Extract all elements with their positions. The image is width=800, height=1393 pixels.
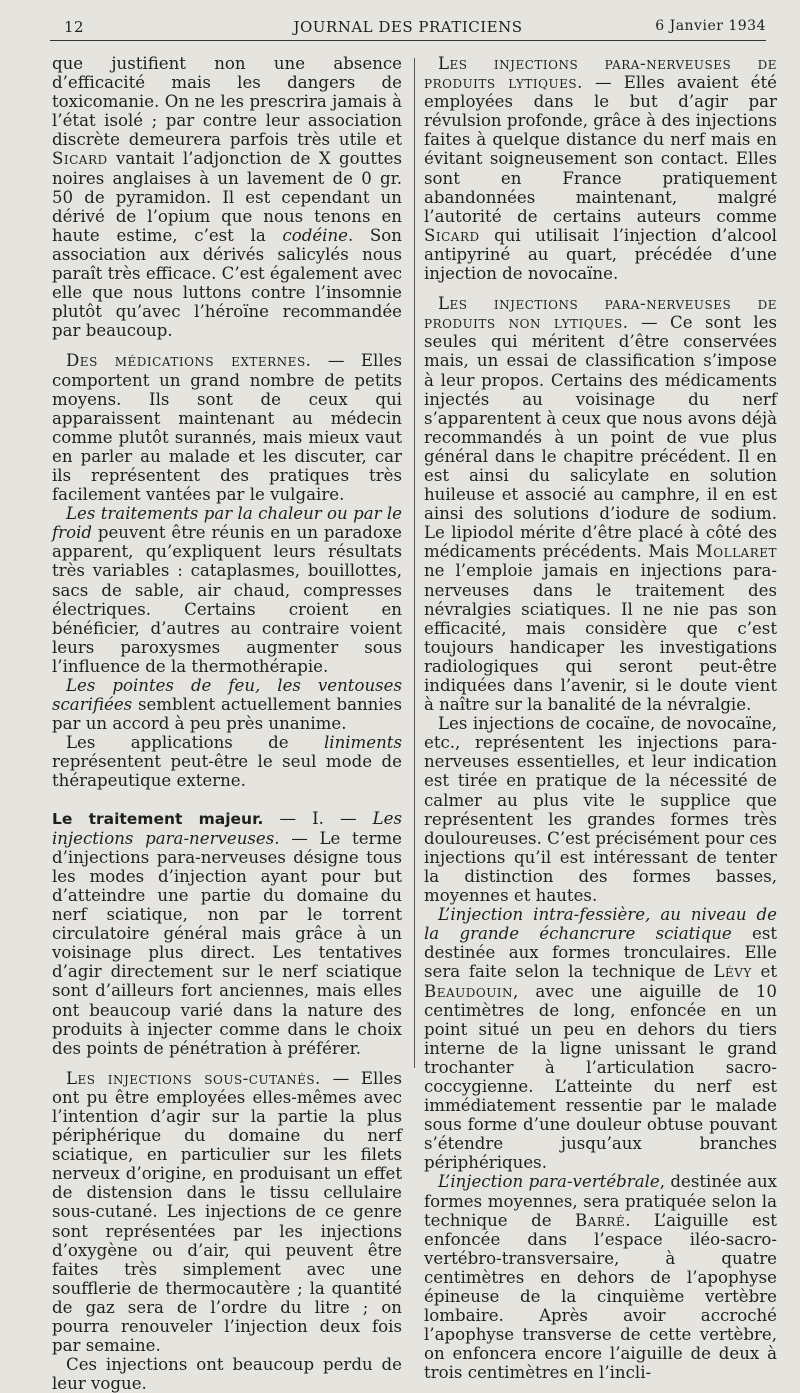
journal-title: JOURNAL DES PRATICIENS <box>293 18 523 36</box>
author-name: Mollaret <box>695 542 777 562</box>
text: — Elles ont pu être employées elles-mêmes avec l’intention d’agir sur la partie la plus périphérique du domaine du nerf sciatique, en particulier sur les filets nerveux d’origine, en produisant un effet de distension dans le tissu cellulaire sous-cutané. Les injections de ce genre sont représentées par les injections d’oxygène ou d’air, qui peuvent être faites très simplement avec une soufflerie de thermocautère ; la quantité de gaz sera de l’ordre du litre ; on pourra renouveler l’injection deux fois par semaine. <box>52 1068 402 1356</box>
section-heading: Des médications externes. <box>66 351 312 371</box>
text: vantait l’adjonction de X gouttes noires anglaises à un lavement de 0 gr. 50 de pyramidon. Il est cependant un dérivé de l’opium que nous tenons en haute estime, c’est la <box>52 149 402 245</box>
paragraph <box>52 54 402 340</box>
author-name: Sicard <box>52 149 108 169</box>
text: qui utilisait l’injection d’alcool antipyriné au quart, précédée d’une injection de novocaïne. <box>424 225 777 284</box>
section-heading: Les injections sous-cutanés. <box>66 1068 321 1088</box>
column-divider <box>414 58 415 1068</box>
text: — Ce sont les seules qui méritent d’être conservées mais, un essai de classification s’impose à leur propos. Certains des médicaments injectés au voisinage du nerf s’apparentent à ceux que nous avons déjà recommandés à un point de vue plus général dans le chapitre précédent. Il en est ainsi du salicylate en solution huileuse et associé au camphre, il en est ainsi des solutions d’iodure de sodium. Le lipiodol mérite d’être placé à côté des médicaments précédents. Mais <box>424 313 777 562</box>
paragraph <box>52 733 402 790</box>
text: — Le terme d’injections para-nerveuses désigne tous les modes d’injection ayant pour but d’atteindre une partie du domaine du nerf sciatique, non par le torrent circulatoire général mais grâce à un voisinage plus direct. Les tentatives d’agir directement sur le nerf sciatique sont d’ailleurs fort anciennes, mais elles ont beaucoup varié dans la nature des produits à injecter comme dans le choix des points de pénétration à préférer. <box>52 828 403 1058</box>
paragraph <box>52 504 402 676</box>
emphasis: L’injection intra-fessière, au niveau de la grande échancrure sciatique <box>424 905 777 944</box>
text: est destinée aux formes tronculaires. Elle sera faite selon la technique de <box>424 924 778 982</box>
author-name: Barré <box>574 1210 626 1230</box>
right-column <box>424 54 777 1382</box>
text: , avec une aiguille de 10 centimètres de long, enfoncée en un point situé un peu en dehors du tiers interne de la ligne unissant le grand trochanter à l’articulation sacro-coccygienne. L’atteinte du nerf est immédiatement ressentie par le malade sous forme d’une douleur obtuse pouvant s’étendre jusqu’aux branches périphériques. <box>424 981 777 1173</box>
emphasis: codéine <box>282 225 348 245</box>
text: Les applications de <box>66 733 324 753</box>
section-heading: Le traitement majeur. <box>52 809 264 828</box>
paragraph <box>424 54 777 283</box>
text: — Elles avaient été employées dans le but d’agir par révulsion profonde, grâce à des injections faites à quelque distance du nerf mais en évitant soigneusement son contact. Elles sont en France pratiquement abandonnées maintenant, malgré l’autorité de certains auteurs comme <box>424 73 777 226</box>
text: , destinée aux formes moyennes, sera pratiquée selon la technique de <box>424 1172 777 1230</box>
author-name: Lévy <box>713 962 752 982</box>
text: et <box>751 962 778 982</box>
header-rule <box>50 40 766 41</box>
paragraph: Les injections de cocaïne, de novocaïne, etc., représentent les injections para-nerveuses essentielles, et leur indication est tirée en pratique de la nécessité de calmer au plus vite le supplice que représentent les grandes formes très douloureuses. C’est précisément pour ces injections qu’il est intéressant de tenter la distinction des formes basses, moyennes et hautes. <box>424 714 778 906</box>
paragraph <box>424 294 777 714</box>
text: ne l’emploie jamais en injections para-nerveuses dans le traitement des névralgies sciatiques. Il ne nie pas son efficacité, mais considère que c’est toujours handicaper les investigations radiologiques qui seront peut-être indiquées dans l’avenir, si le doute vient à naître sur la banalité de la névralgie. <box>424 561 777 715</box>
text: que justifient non une absence d’efficacité mais les dangers de toxicomanie. On ne les prescrira jamais à l’état isolé ; par contre leur association discrète demeurera parfois très utile et <box>52 54 402 150</box>
section-heading: Les injections para-nerveuses de produits non lytiques. <box>424 294 777 333</box>
text: représentent peut-être le seul mode de thérapeutique externe. <box>52 752 402 791</box>
text: . Son association aux dérivés salicylés nous paraît très efficace. C’est également avec elle que nous luttons contre l’insomnie plutôt qu’avec l’héroïne recommandée par beaucoup. <box>52 225 402 341</box>
left-column <box>52 54 402 1393</box>
paragraph <box>52 351 402 504</box>
text: — I. — <box>263 808 373 828</box>
emphasis: L’injection para-vertébrale <box>438 1172 660 1192</box>
section-heading: Les injections para-nerveuses de produits lytiques. <box>424 54 777 93</box>
paragraph <box>52 676 402 733</box>
emphasis: liniments <box>323 733 402 753</box>
text: semblent actuellement bannies par un accord à peu près unanime. <box>52 695 402 734</box>
text: peuvent être réunis en un paradoxe apparent, qu’expliquent leurs résultats très variables : cataplasmes, bouillottes, sacs de sable, air chaud, compresses électriques. Certains croient en bénéficier, d’autres au contraire voient leurs paroxysmes augmenter sous l’influence de la thermothérapie. <box>52 523 402 676</box>
author-name: Sicard <box>424 225 480 245</box>
author-name: Beaudouin <box>424 981 514 1001</box>
paragraph <box>424 905 777 1172</box>
emphasis: Les pointes de feu, les ventouses scarifiées <box>52 676 402 715</box>
paragraph: Ces injections ont beaucoup perdu de leur vogue. <box>52 1355 402 1393</box>
paragraph <box>52 809 402 1058</box>
issue-date: 6 Janvier 1934 <box>655 18 766 34</box>
text: — Elles comportent un grand nombre de petits moyens. Ils sont de ceux qui apparaissent maintenant au médecin comme plutôt surannés, mais mieux vaut en parler au malade et les discuter, car ils représentent des pratiques très facilement vantées par le vulgaire. <box>52 351 402 505</box>
emphasis: Les injections para-nerveuses. <box>52 808 402 848</box>
page-number: 12 <box>64 18 85 36</box>
text: . L’aiguille est enfoncée dans l’espace iléo-sacro-vertébro-transversaire, à quatre centimètres en dehors de l’apophyse épineuse de la cinquième vertèbre lombaire. Après avoir accroché l’apophyse transverse de cette vertèbre, on enfoncera encore l’aiguille de deux à trois centimètres en l’incli- <box>424 1210 777 1383</box>
emphasis: Les traitements par la chaleur ou par le froid <box>52 504 402 543</box>
paragraph <box>424 1172 777 1382</box>
paragraph <box>52 1069 402 1355</box>
